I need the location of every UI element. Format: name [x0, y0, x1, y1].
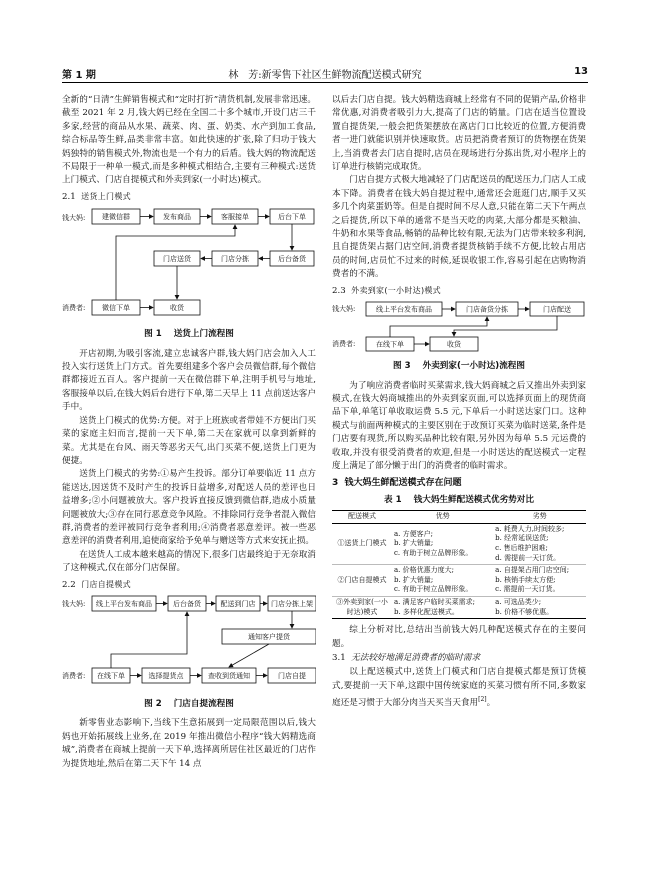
fig2-node: 选择提货点: [148, 671, 184, 680]
paragraph: 以后去门店自提。钱大妈精选商城上经常有不同的促销产品,价格非常优惠,对消费者吸引力大,提高了门店的销量。门店在适当位置设置自提货架,一般会把货架摆放在离店门口比较近的位置,方便消费者一进门就能识别并快速取货。店员把消费者预订的货物摆在货架上,当消费者去门店自提时,店员在现场进行分拣出货,对小程序上的订单进行核销完成取货。: [332, 95, 586, 173]
section-heading-3-1: 3.1 无法较好地满足消费者的临时需求: [332, 652, 481, 663]
right-column: [332, 94, 586, 710]
fig1-node: 后台备货: [278, 255, 306, 264]
section-heading-2-1: 2.1 送货上门模式: [62, 191, 131, 202]
paragraph: 送货上门模式的优势:方便。对于上班族或者带娃不方便出门买菜的家庭主妇而言,提前一天下单,第二天在家就可以拿到新鲜的菜。尤其是在台风、雨天等恶劣天气,出门买菜不便,送货上门更为便捷。: [62, 415, 316, 466]
table-cell-cons: a. 可选品类少; b. 价格不够优惠。: [493, 596, 586, 618]
table-row: [332, 565, 586, 597]
fig1-node: 客服接单: [221, 213, 249, 222]
figure-1-flowchart: [62, 206, 316, 324]
fig1-node: 微信下单: [102, 304, 130, 313]
paragraph: 新零售业态影响下,当线下生意拓展到一定局限范围以后,钱大妈也开始拓展线上业务,在 2019 年推出微信小程序“钱大妈精选商城”,消费者在商城上提前一天下单,选择离所居住社区最近的门店作为提货地址,然后在第二天下午 14 点: [62, 718, 316, 769]
table-cell-cons: a. 耗费人力,时间较多; b. 经常延误送货; c. 售后维护困难; d. 需提前一天订货。: [493, 523, 586, 564]
paragraph: 开店初期,为吸引客流,建立忠诚客户群,钱大妈门店会加入人工投入实行送货上门方式。首先要组建多个客户会员微信群,每个微信群都接近五百人。客户提前一天在微信群下单,注明手机号与地址,客服接单以后,在钱大妈后台进行下单,第二天早上 11 点前送达客户手中。: [62, 348, 316, 413]
table-cell-mode: ①送货上门模式: [332, 523, 392, 564]
fig2-node: 配送到门店: [220, 599, 256, 608]
table-header: 配送模式: [332, 511, 392, 524]
running-title: 林 芳:新零售下社区生鲜物流配送模式研究: [228, 70, 422, 81]
fig2-node: 后台备货: [173, 599, 201, 608]
fig1-label-qiandama: 钱大妈:: [62, 214, 86, 223]
left-column: [62, 94, 316, 771]
fig2-node: 在线下单: [97, 671, 125, 680]
section-heading-2-2: 2.2 门店自提模式: [62, 579, 131, 590]
issue-number: 第 1 期: [62, 70, 96, 81]
fig1-node: 门店分拣: [221, 255, 249, 264]
fig3-node: 收货: [447, 340, 461, 349]
table-header-row: [332, 511, 586, 524]
table-cell-pros: a. 满足客户临时买菜需求; b. 多样化配送模式。: [392, 596, 493, 618]
table-cell-mode: ②门店自提模式: [332, 565, 392, 597]
fig3-node: 门店备货分拣: [466, 305, 508, 314]
section-heading-2-3: 2.3 外卖到家(一小时达)模式: [332, 285, 441, 296]
fig1-node: 后台下单: [278, 213, 306, 222]
table-cell-pros: a. 方便客户; b. 扩大销量; c. 有助于树立品牌形象。: [392, 523, 493, 564]
fig3-node: 门店配送: [543, 305, 571, 314]
fig1-node: 门店送货: [163, 255, 191, 264]
table-header: 优势: [392, 511, 493, 524]
paragraph: 为了响应消费者临时买菜需求,钱大妈商城之后又推出外卖到家模式,在钱大妈商城推出的外卖到家页面,可以选择页面上的现货商品下单,单笔订单收取运费 5.5 元,下单后一小时送达家门口。这种模式与前面两种模式的主要区别在于改预订买菜为临时送菜,条件是门店要有现货,所以购买品种比较有限,另外因为每单 5.5 元运费的收取,并没有很受消费者的欢迎,但是一小时送达的配送模式一定程度上满足了部分懒于出门的消费者的临时需求。: [332, 380, 586, 471]
table-header: 劣势: [493, 511, 586, 524]
fig3-node: 线上平台发布商品: [376, 305, 432, 314]
table-1: [332, 510, 586, 619]
section-heading-3: 3 钱大妈生鲜配送模式存在问题: [332, 478, 462, 489]
fig2-node: 门店分拣上架: [271, 599, 313, 608]
running-header: [62, 66, 588, 83]
fig3-node: 在线下单: [376, 340, 404, 349]
fig1-node: 建微信群: [102, 213, 130, 222]
citation-ref[interactable]: [2]: [478, 696, 487, 704]
fig2-node: 门店自提: [278, 671, 306, 680]
fig2-node: 查收到货通知: [208, 671, 250, 680]
paragraph: 在送货人工成本越来越高的情况下,很多门店最终迫于无奈取消了这种模式,仅在部分门店保留。: [62, 549, 316, 574]
table-row: [332, 523, 586, 564]
fig3-label-consumer: 消费者:: [332, 340, 356, 349]
paragraph: 全新的“日清”生鲜销售模式和“定时打折”清货机制,发展非常迅速。截至 2021 年 2 月,钱大妈已经在全国二十多个城市,开设门店三千多家,经营的商品从水果、蔬菜、肉、蛋、奶类、水产到加工食品,综合标品等生鲜,品类非常丰富。如此快速的扩张,除了归功于钱大妈独特的销售模式外,物流也是一个有力的后盾。钱大妈的物流配送不局限于一种单一模式,而是多种模式相结合,主要有三种模式:送货上门模式、门店自提模式和外卖到家(一小时达)模式。: [62, 95, 316, 186]
paragraph: 综上分析对比,总结出当前钱大妈几种配送模式存在的主要问题。: [332, 625, 586, 649]
fig3-label-qiandama: 钱大妈:: [332, 305, 356, 314]
fig2-node: 通知客户提货: [248, 632, 290, 641]
figure-3-flowchart: [332, 300, 586, 356]
table-cell-mode: ③外卖到家(一小时达)模式: [332, 596, 392, 618]
page-number: 13: [574, 66, 588, 77]
table-cell-cons: a. 自提架占用门店空间; b. 核销手续太方便; c. 需提前一天订货。: [493, 565, 586, 597]
table-row: [332, 596, 586, 618]
paragraph: 门店自提方式极大地减轻了门店配送员的配送压力,门店人工成本下降。消费者在钱大妈自提过程中,通常还会逛逛门店,顺手又买多几个肉菜蛋奶等。但是自提时间不尽人意,只能在第二天下午两点之后提货,所以下单的通常不是当天吃的肉菜,大部分都是买粮油、牛奶和水果等食品,畅销的品种比较有限,无法为门店带来较多利润,且自提货架占据门店空间,消费者提货核销手续不方便,比较占用店员的时间,店员忙不过来的时候,延误收银工作,容易引起在店购物消费者的不满。: [332, 175, 586, 280]
figure-1-caption: 图 1 送货上门流程图: [144, 329, 234, 340]
fig1-label-consumer: 消费者:: [62, 304, 86, 313]
figure-2-flowchart: [62, 594, 316, 694]
fig2-label-qiandama: 钱大妈:: [62, 599, 86, 608]
figure-3-caption: 图 3 外卖到家(一小时达)流程图: [393, 361, 525, 372]
figure-2-caption: 图 2 门店自提流程图: [144, 698, 234, 709]
table-1-caption: 表 1 钱大妈生鲜配送模式优劣势对比: [384, 494, 534, 505]
fig1-node: 发布商品: [163, 213, 191, 222]
fig2-node: 线上平台发布商品: [96, 599, 152, 608]
paragraph: 以上配送模式中,送货上门模式和门店自提模式都是预订货模式,要提前一天下单,这跟中国传统家庭的买菜习惯有所不同,多数家庭还是习惯于大部分肉当天买当天食用[2]。: [332, 667, 586, 708]
paragraph: 送货上门模式的劣势:①易产生投诉。部分订单要临近 11 点方能送达,因送货不及时产生的投诉日益增多,对配送人员的差评也日益增多;②小问题被放大。客户投诉直接反馈到微信群,造成小质量问题被放大;③存在同行恶意竞争风险。不排除同行竞争者混入微信群,消费者的差评被同行竞争者利用;④消费者恶意差评。被一些恶意差评的消费者利用,追使商家给予免单与赠送等方式来安抚止损。: [62, 469, 316, 547]
table-cell-pros: a. 价格优惠力度大; b. 扩大销量; c. 有助于树立品牌形象。: [392, 565, 493, 597]
fig1-node: 收货: [170, 304, 184, 313]
fig2-label-consumer: 消费者:: [62, 671, 86, 680]
